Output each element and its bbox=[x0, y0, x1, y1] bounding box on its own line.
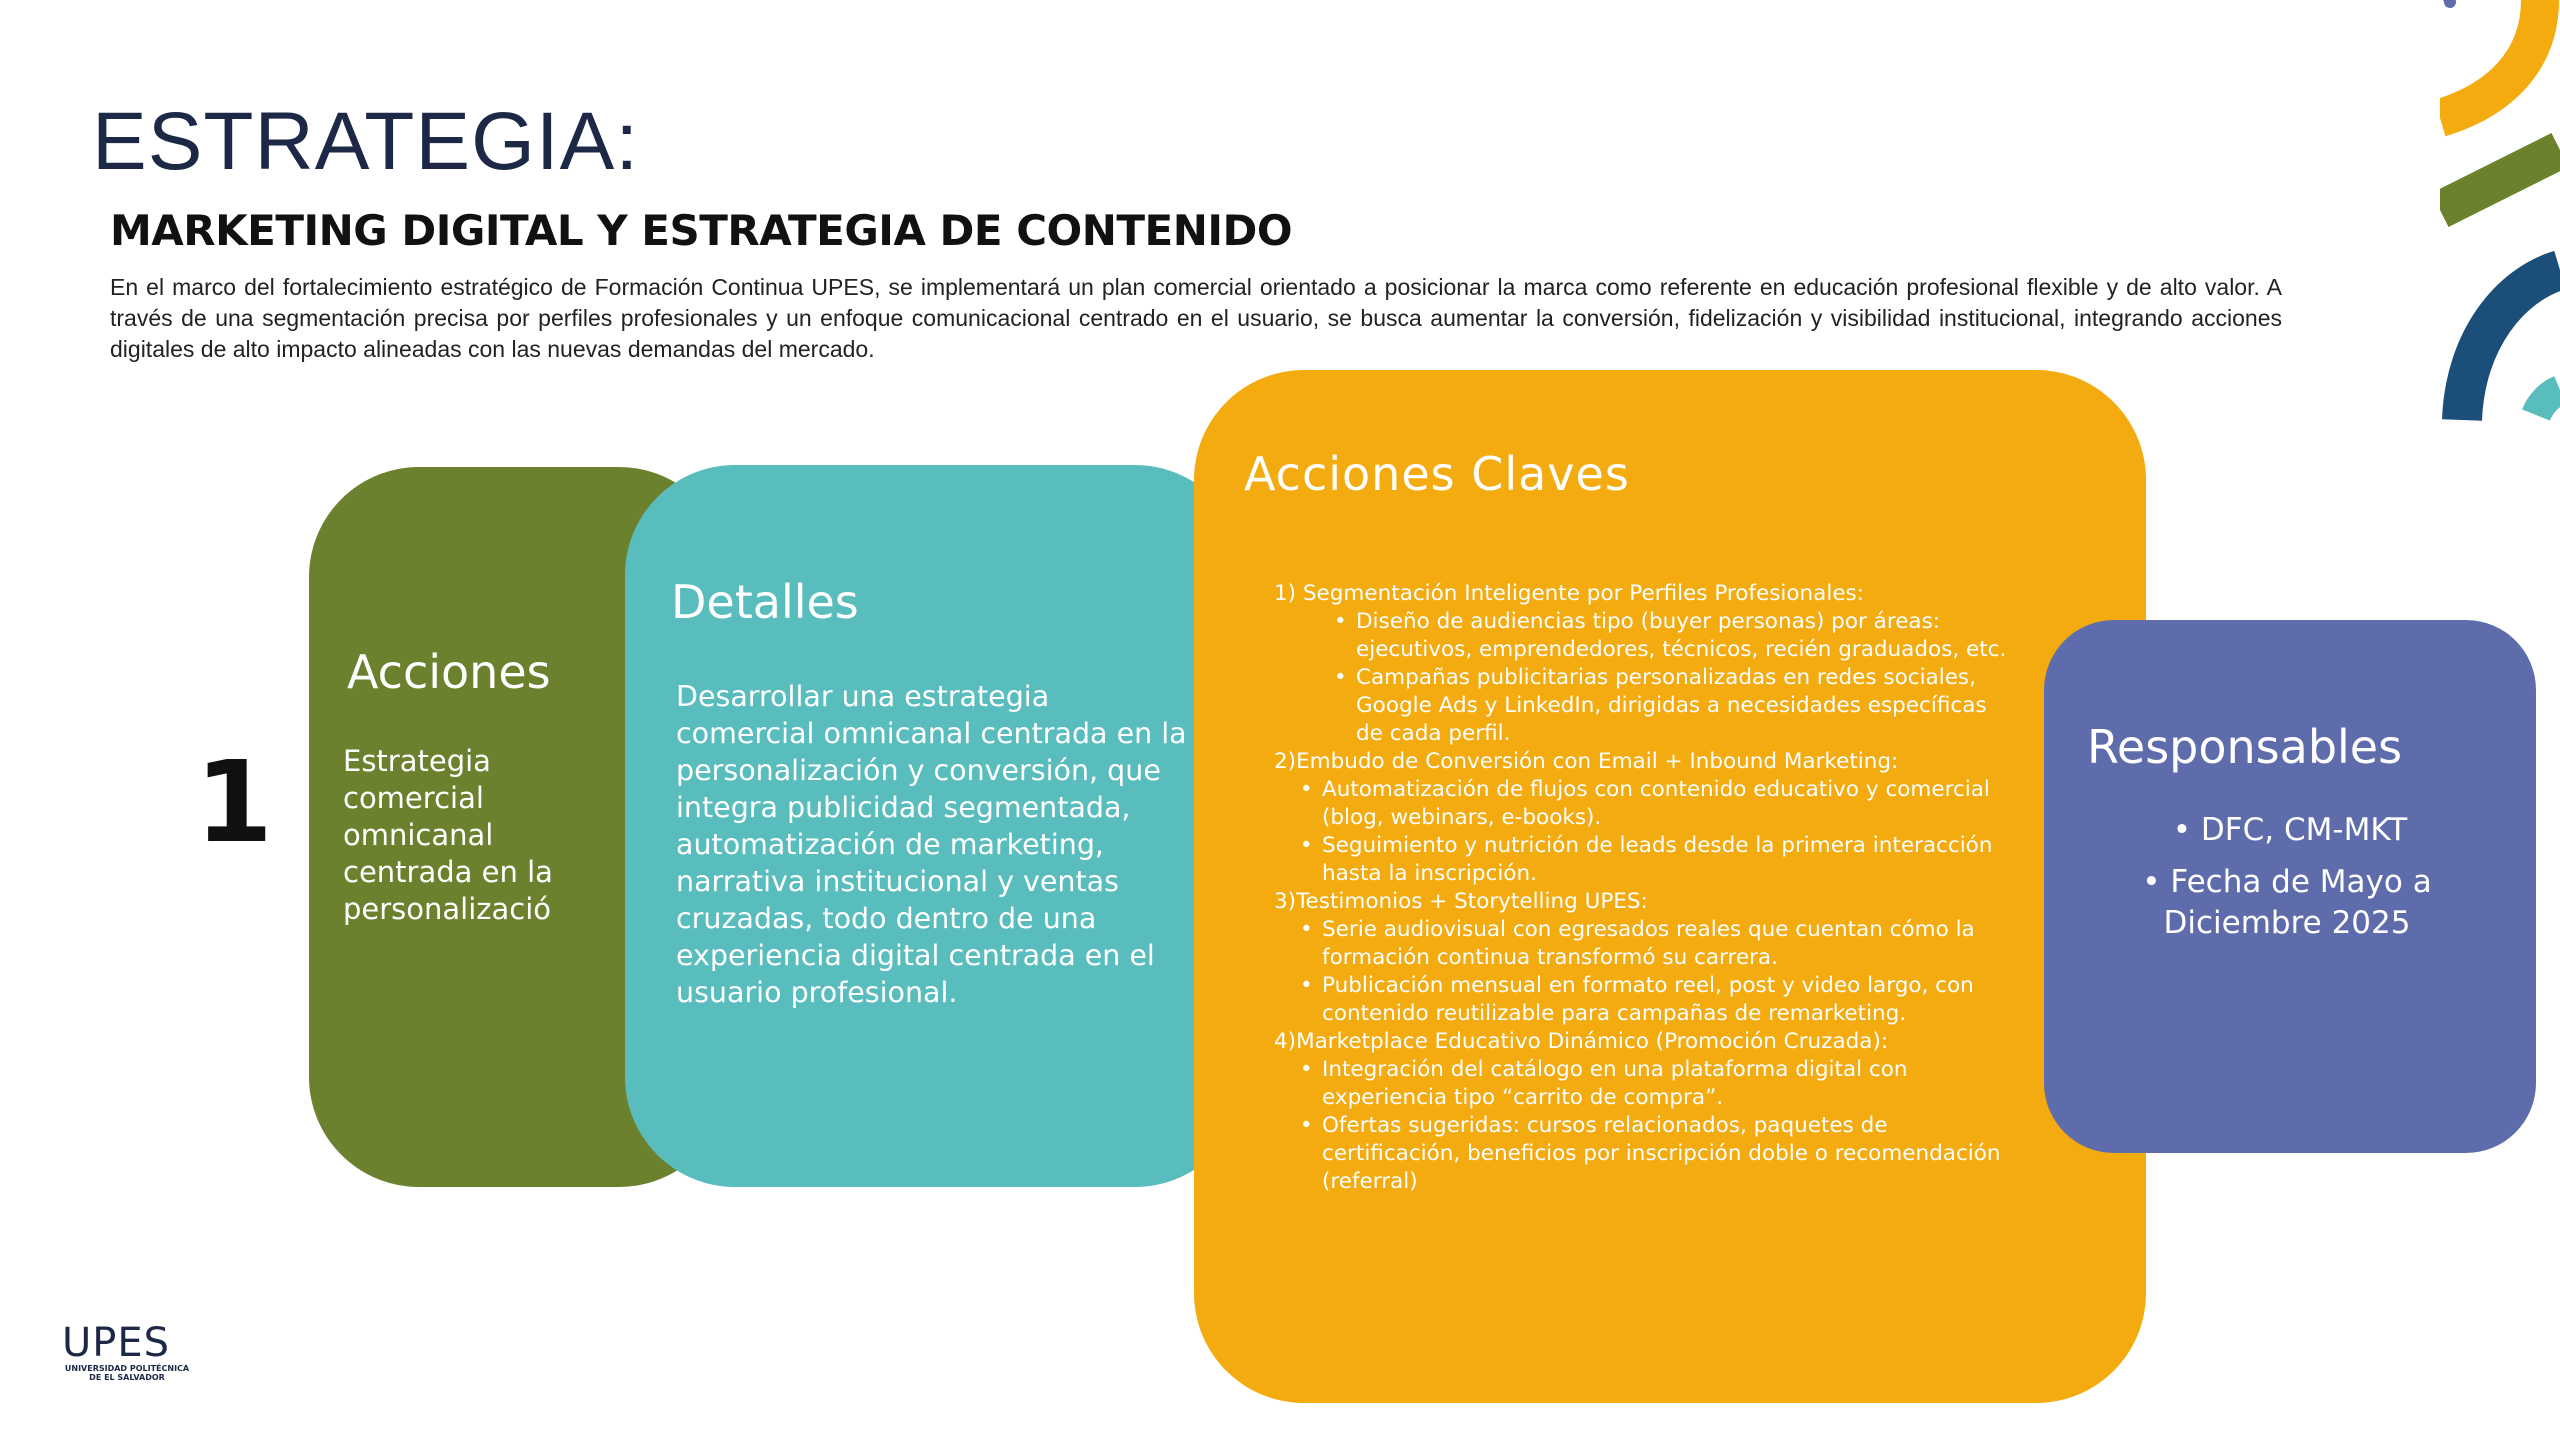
claves-section-heading: 1) Segmentación Inteligente por Perfiles Profesionales: bbox=[1274, 581, 1865, 606]
list-item: • DFC, CM-MKT bbox=[2172, 812, 2408, 848]
acciones-line: personalizació bbox=[343, 892, 552, 926]
detalles-text: Desarrollar una estrategia comercial omnicanal centrada en la personalización y conversión, que integra publicidad segmentada, automatización de marketing, narrativa institucional y ventas cruzadas, todo dentro de una experiencia digital centrada en el usuario profesional. bbox=[676, 680, 1187, 1009]
claves-section-heading: 3)Testimonios + Storytelling UPES: bbox=[1274, 889, 1648, 914]
list-item: • Diseño de audiencias tipo (buyer personas) por áreas: ejecutivos, emprendedores, técnicos, recién graduados, etc. bbox=[1356, 608, 2014, 664]
claves-section-heading: 4)Marketplace Educativo Dinámico (Promoción Cruzada): bbox=[1274, 1029, 1889, 1054]
acciones-title: Acciones bbox=[347, 645, 551, 699]
claves-section-list bbox=[1274, 916, 2014, 1028]
list-item: • Automatización de flujos con contenido educativo y comercial (blog, webinars, e-books). bbox=[1322, 776, 2014, 832]
intro-paragraph: En el marco del fortalecimiento estratégico de Formación Continua UPES, se implementará un plan comercial orientado a posicionar la marca como referente en educación profesional flexible y de alto valor. A través de una segmentación precisa por perfiles profesionales y un enfoque comunicacional centrado en el usuario, se busca aumentar la conversión, fidelización y visibilidad institucional, integrando acciones digitales de alto impacto alineadas con las nuevas demandas del mercado. bbox=[110, 274, 2282, 362]
list-item: • Fecha de Mayo a Diciembre 2025 bbox=[2142, 864, 2432, 941]
responsables-card bbox=[2044, 620, 2536, 1153]
detalles-card bbox=[625, 465, 1245, 1187]
slide-number: 1 bbox=[195, 738, 273, 868]
logo-subtitle-line: DE EL SALVADOR bbox=[89, 1373, 165, 1382]
page-title: ESTRATEGIA: bbox=[92, 96, 640, 187]
logo-wordmark: UPES bbox=[62, 1320, 171, 1366]
logo-subtitle bbox=[62, 1364, 192, 1382]
upes-logo bbox=[62, 1322, 192, 1388]
detalles-title: Detalles bbox=[671, 575, 859, 629]
decor-stripe-teal bbox=[2536, 390, 2560, 415]
page-subtitle: MARKETING DIGITAL Y ESTRATEGIA DE CONTENIDO bbox=[110, 206, 1293, 255]
logo-subtitle-line: UNIVERSIDAD POLITÉCNICA bbox=[64, 1364, 190, 1373]
claves-section-heading: 2)Embudo de Conversión con Email + Inbound Marketing: bbox=[1274, 749, 1899, 774]
responsables-title: Responsables bbox=[2087, 720, 2403, 774]
decorative-stripes-icon bbox=[2440, 0, 2560, 440]
list-item: • Serie audiovisual con egresados reales que cuentan cómo la formación continua transformó su carrera. bbox=[1322, 916, 2014, 972]
list-item: • Publicación mensual en formato reel, post y video largo, con contenido reutilizable para campañas de remarketing. bbox=[1322, 972, 2014, 1028]
claves-section-list bbox=[1274, 776, 2014, 888]
list-item: • Seguimiento y nutrición de leads desde la primera interacción hasta la inscripción. bbox=[1322, 832, 2014, 888]
acciones-line: Estrategia bbox=[343, 744, 491, 778]
responsables-list bbox=[2044, 810, 2536, 955]
claves-section-list bbox=[1274, 608, 2014, 748]
decor-stripe-olive bbox=[2440, 150, 2560, 210]
acciones-line: centrada en la bbox=[343, 855, 553, 889]
acciones-text bbox=[343, 743, 583, 928]
decor-stripe-blue-small bbox=[2448, 0, 2450, 2]
decor-stripe-amber bbox=[2440, 0, 2540, 118]
list-item: • Ofertas sugeridas: cursos relacionados, paquetes de certificación, beneficios por inscripción doble o recomendación (referral) bbox=[1322, 1112, 2014, 1196]
acciones-line: omnicanal bbox=[343, 818, 494, 852]
acciones-claves-title: Acciones Claves bbox=[1244, 447, 1630, 501]
acciones-claves-card bbox=[1194, 370, 2146, 1403]
acciones-claves-body bbox=[1274, 580, 2014, 1196]
list-item: • Campañas publicitarias personalizadas en redes sociales, Google Ads y LinkedIn, dirigidas a necesidades específicas de cada perfil. bbox=[1356, 664, 2014, 748]
list-item: • Integración del catálogo en una plataforma digital con experiencia tipo “carrito de compra”. bbox=[1322, 1056, 2014, 1112]
acciones-line: comercial bbox=[343, 781, 484, 815]
claves-section-list bbox=[1274, 1056, 2014, 1196]
